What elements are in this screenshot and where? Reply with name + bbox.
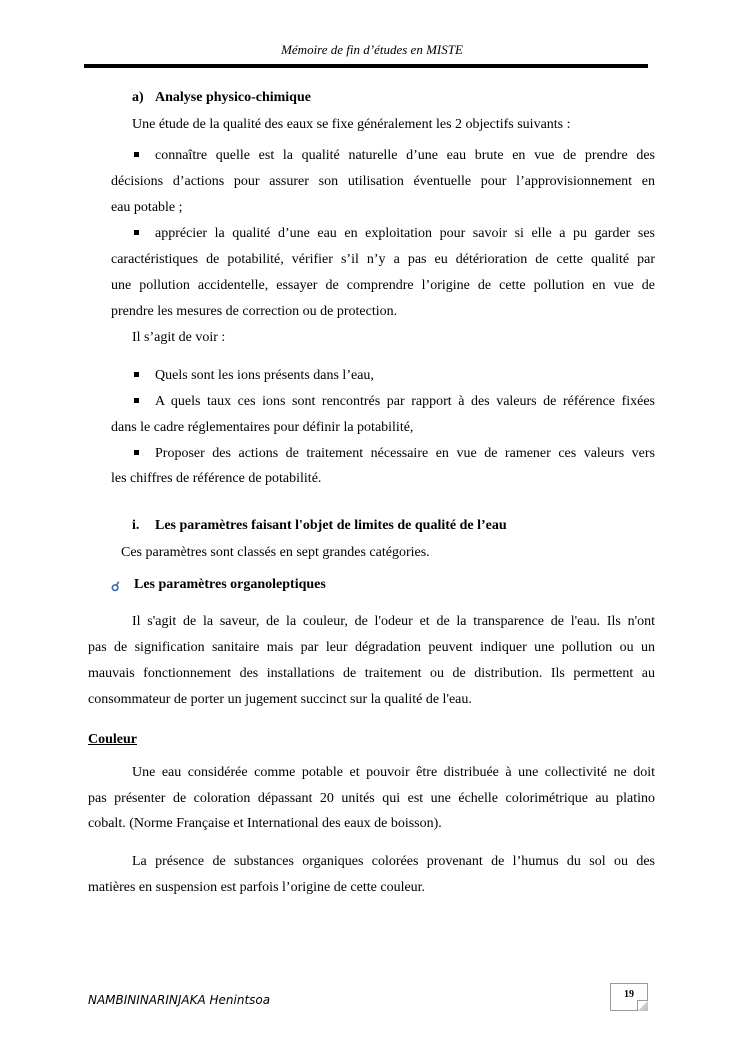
bullet-square-icon (134, 398, 139, 403)
couleur-para-2-line-1: La présence de substances organiques colorées provenant de l’humus du sol ou des (132, 854, 655, 869)
objective-1-line-2: décisions d’actions pour assurer son utilisation éventuelle pour l’approvisionnement en (111, 174, 655, 189)
objective-1-line-1: connaître quelle est la qualité naturelle d’une eau brute en vue de prendre des (155, 148, 655, 163)
organoleptic-heading: Les paramètres organoleptiques (134, 577, 326, 592)
bullet-square-icon (134, 372, 139, 377)
couleur-para-1-line-3: cobalt. (Norme Française et International des eaux de boisson). (88, 816, 442, 831)
water-drop-bullet-icon: ☌ (111, 579, 120, 594)
bullet-square-icon (134, 230, 139, 235)
section-a-marker: a) (132, 90, 144, 105)
objective-2-line-3: une pollution accidentelle, essayer de comprendre l’origine de cette pollution en vue de (111, 278, 655, 293)
point-3-line-1: Proposer des actions de traitement nécessaire en vue de ramener ces valeurs vers (155, 446, 655, 461)
il-sagit-de-voir: Il s’agit de voir : (132, 330, 226, 345)
running-header: Mémoire de fin d’études en MISTE (281, 42, 463, 57)
objective-2-line-1: apprécier la qualité d’une eau en exploitation pour savoir si elle a pu garder ses (155, 226, 655, 241)
section-i-heading: Les paramètres faisant l'objet de limites de qualité de l’eau (155, 518, 507, 533)
couleur-para-2-line-2: matières en suspension est parfois l’origine de cette couleur. (88, 880, 426, 895)
footer-author: NAMBININARINJAKA Henintsoa (88, 993, 271, 1007)
section-i-intro: Ces paramètres sont classés en sept grandes catégories. (121, 545, 430, 560)
section-a-heading: Analyse physico-chimique (155, 90, 311, 105)
section-a-intro: Une étude de la qualité des eaux se fixe généralement les 2 objectifs suivants : (132, 117, 571, 132)
point-2-line-2: dans le cadre réglementaires pour définir la potabilité, (111, 420, 414, 435)
point-2-line-1: A quels taux ces ions sont rencontrés par rapport à des valeurs de référence fixées (155, 394, 655, 409)
organoleptic-para-line-1: Il s'agit de la saveur, de la couleur, de l'odeur et de la transparence de l'eau. Ils n'ont (132, 614, 655, 629)
page-number-box (610, 983, 648, 1011)
couleur-para-1-line-1: Une eau considérée comme potable et pouvoir être distribuée à une collectivité ne doit (132, 765, 655, 780)
organoleptic-para-line-2: pas de signification sanitaire mais par leur dégradation peuvent indiquer une pollution ou un (88, 640, 655, 655)
header-rule (84, 64, 648, 68)
objective-2-line-2: caractéristiques de potabilité, vérifier s’il n’y a pas eu détérioration de cette qualité par (111, 252, 655, 267)
point-3-line-2: les chiffres de référence de potabilité. (111, 471, 322, 486)
objective-2-line-4: prendre les mesures de correction ou de protection. (111, 304, 398, 319)
objective-1-line-3: eau potable ; (111, 200, 183, 215)
page-number: 19 (624, 989, 634, 1000)
organoleptic-para-line-4: consommateur de porter un jugement succinct sur la qualité de l'eau. (88, 692, 472, 707)
section-i-marker: i. (132, 518, 140, 533)
couleur-heading: Couleur (88, 732, 137, 747)
bullet-square-icon (134, 152, 139, 157)
couleur-para-1-line-2: pas présenter de coloration dépassant 20 unités qui est une échelle colorimétrique au platino (88, 791, 655, 806)
bullet-square-icon (134, 450, 139, 455)
point-1-line-1: Quels sont les ions présents dans l’eau, (155, 368, 374, 383)
page-curl-icon (637, 1000, 648, 1011)
organoleptic-para-line-3: mauvais fonctionnement des installations de traitement ou de distribution. Ils permettent au (88, 666, 655, 681)
